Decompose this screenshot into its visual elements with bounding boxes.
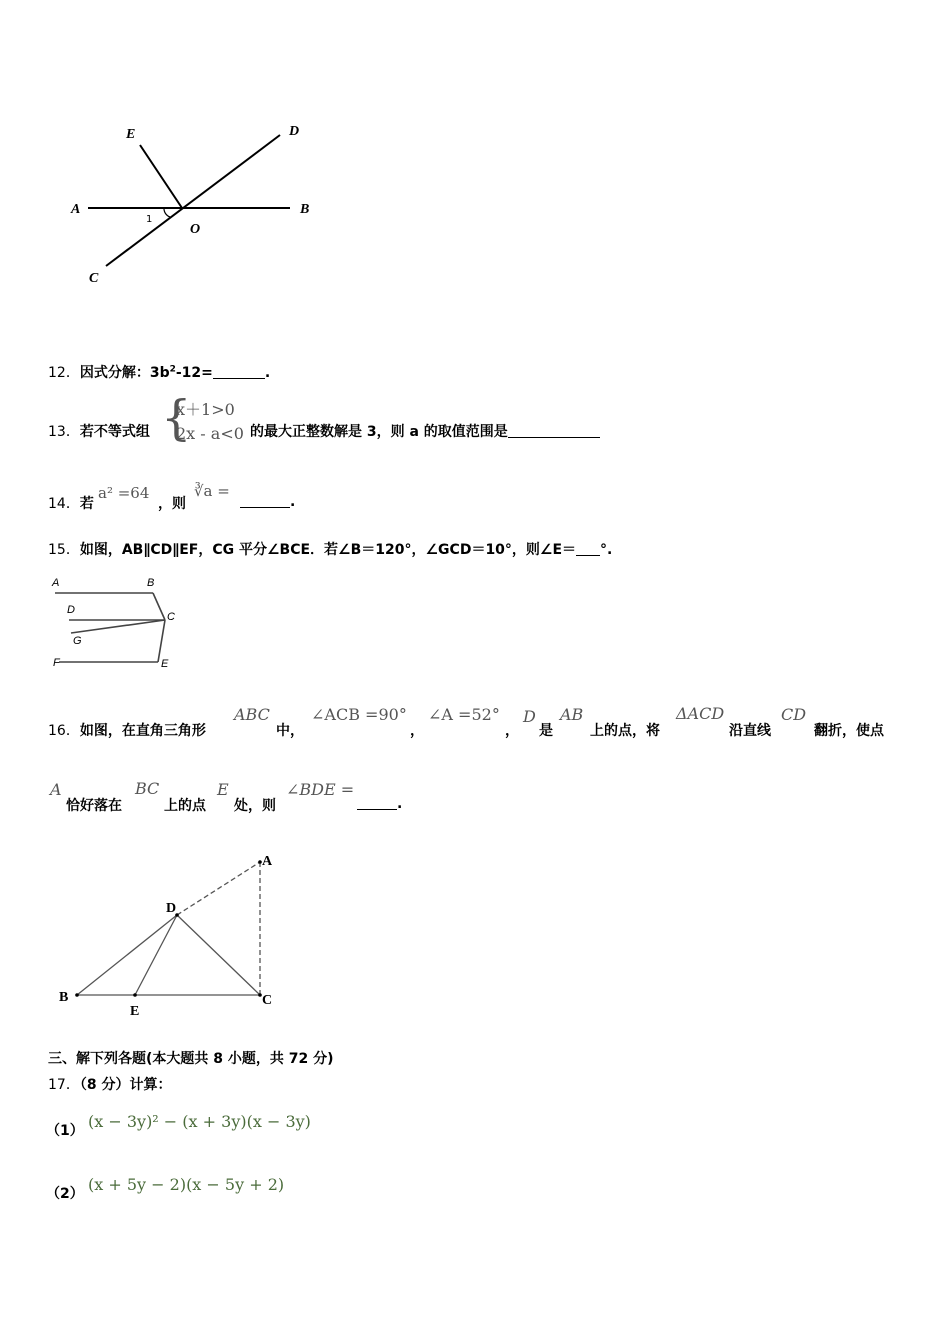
q16-t11-wrap <box>234 795 276 815</box>
q16-t5: 是 <box>539 723 553 739</box>
label-e: E <box>161 658 169 670</box>
q17-part1-label: （1） <box>46 1123 84 1139</box>
q12-sup: 2 <box>169 364 176 375</box>
q12-tail: . <box>264 365 271 381</box>
label-c: C <box>262 993 273 1008</box>
q16-m10: E <box>217 780 229 799</box>
label-f: F <box>53 657 60 669</box>
q16-t3: ， <box>410 723 424 739</box>
q13-text: 若不等式组 <box>79 424 150 440</box>
q16-m11: ∠BDE = <box>286 780 355 799</box>
q14-text-mid: ，则 <box>158 496 186 512</box>
q16-t3-wrap <box>410 720 424 740</box>
question-12 <box>48 362 270 382</box>
q16-t9: 恰好落在 <box>66 798 122 814</box>
q13-ineq-2: 2x - a<0 <box>176 424 244 443</box>
triangle-figure <box>55 848 290 1023</box>
q16-m7: CD <box>781 705 807 724</box>
q16-num-text <box>48 720 206 740</box>
q12-text-after: -12= <box>175 365 213 381</box>
q15-text: 如图，AB∥CD∥EF，CG 平分∠BCE．若∠B＝120°，∠GCD＝10°，则∠E＝ <box>79 542 577 558</box>
q16-answer <box>357 795 402 812</box>
q16-t8: 翻折，使点 <box>814 723 884 739</box>
q16-t7-wrap <box>729 720 771 740</box>
q13-brace: { <box>161 390 192 446</box>
q13-number: 13． <box>48 424 80 440</box>
q12-text: 因式分解：3b <box>79 365 170 381</box>
q16-m9: BC <box>135 779 160 798</box>
q17-part1-expr: (x − 3y)² − (x + 3y)(x − 3y) <box>88 1112 311 1131</box>
label-e: E <box>130 1004 140 1019</box>
label-a: A <box>52 577 60 589</box>
q16-tail: . <box>397 796 403 812</box>
angle-arc <box>164 208 170 217</box>
q16-m3: ∠A =52° <box>428 705 500 724</box>
point-e <box>133 993 137 997</box>
label-g: G <box>73 635 82 647</box>
q16-t6: 上的点，将 <box>590 723 660 739</box>
line-oe <box>140 145 182 208</box>
q16-t4-wrap <box>505 720 519 740</box>
q16-m2: ∠ACB =90° <box>311 705 407 724</box>
q16-m5: AB <box>560 705 584 724</box>
q16-number: 16． <box>48 723 80 739</box>
q12-answer-blank[interactable] <box>213 364 265 379</box>
q17-part2-expr: (x + 5y − 2)(x − 5y + 2) <box>88 1175 285 1194</box>
q16-t10: 上的点 <box>164 798 206 814</box>
q16-m4: D <box>523 707 536 726</box>
q16-m6: ΔACD <box>676 704 725 723</box>
q14-mid <box>158 493 186 513</box>
q16-m1: ABC <box>234 705 270 724</box>
line-bc <box>153 593 165 620</box>
q16-t8-wrap <box>814 720 884 740</box>
q17-number: 17． <box>48 1077 80 1093</box>
label-angle-1: 1 <box>146 214 153 225</box>
label-c: C <box>167 611 175 623</box>
q14-answer-blank[interactable] <box>240 493 290 508</box>
label-a: A <box>262 854 273 869</box>
section-3-title: 三、解下列各题(本大题共 8 小题，共 72 分) <box>48 1051 334 1067</box>
q14-text: 若 <box>79 496 94 512</box>
q14-expr-2: ∛a = <box>194 482 230 500</box>
q15-answer-blank[interactable] <box>576 541 600 556</box>
line-da-dashed <box>177 862 260 915</box>
q16-t2: 中， <box>276 723 304 739</box>
q14-tail: . <box>290 494 296 510</box>
q14-number: 14． <box>48 496 80 512</box>
line-dc <box>177 915 260 995</box>
parallel-lines-figure <box>45 572 195 672</box>
q16-t10-wrap <box>164 795 206 815</box>
question-15 <box>48 539 612 559</box>
q16-t9-wrap <box>66 795 122 815</box>
label-e: E <box>126 127 136 142</box>
line-bd <box>77 915 177 995</box>
q16-t2-wrap <box>276 720 304 740</box>
label-b: B <box>300 202 310 217</box>
q14-expr-1: a² =64 <box>98 484 150 502</box>
q16-answer-blank[interactable] <box>357 795 397 810</box>
label-o: O <box>190 222 201 237</box>
q13-text-after: 的最大正整数解是 3，则 a 的取值范围是 <box>250 424 508 440</box>
q13-ineq-1: x＋1>0 <box>176 400 235 419</box>
q17-part2-label: （2） <box>46 1186 84 1202</box>
q16-t7: 沿直线 <box>729 723 771 739</box>
label-b: B <box>59 990 69 1005</box>
angle-figure <box>60 115 340 290</box>
line-de <box>135 915 177 995</box>
q16-m8: A <box>50 780 62 799</box>
line-cg <box>71 620 165 633</box>
q17-score: （8 分）计算： <box>79 1077 172 1093</box>
q16-t6-wrap <box>590 720 660 740</box>
line-cd <box>106 135 280 266</box>
question-13 <box>48 421 150 441</box>
point-b <box>75 993 79 997</box>
q16-t11: 处，则 <box>234 798 276 814</box>
q14-answer <box>240 493 295 510</box>
label-b: B <box>147 577 155 589</box>
q13-continued <box>250 421 600 441</box>
q12-number: 12． <box>48 365 80 381</box>
line-ce <box>158 620 165 662</box>
label-d: D <box>166 901 177 916</box>
question-14 <box>48 493 94 513</box>
label-d: D <box>67 604 75 616</box>
label-c: C <box>89 271 99 286</box>
q16-t1: 如图，在直角三角形 <box>79 723 206 739</box>
question-17 <box>48 1074 171 1094</box>
q16-t5-wrap <box>539 720 553 740</box>
q15-number: 15． <box>48 542 80 558</box>
q15-tail: °. <box>600 542 613 558</box>
label-a: A <box>71 202 81 217</box>
q13-answer-blank[interactable] <box>508 423 600 438</box>
label-d: D <box>289 124 300 139</box>
q16-t4: ， <box>505 723 519 739</box>
